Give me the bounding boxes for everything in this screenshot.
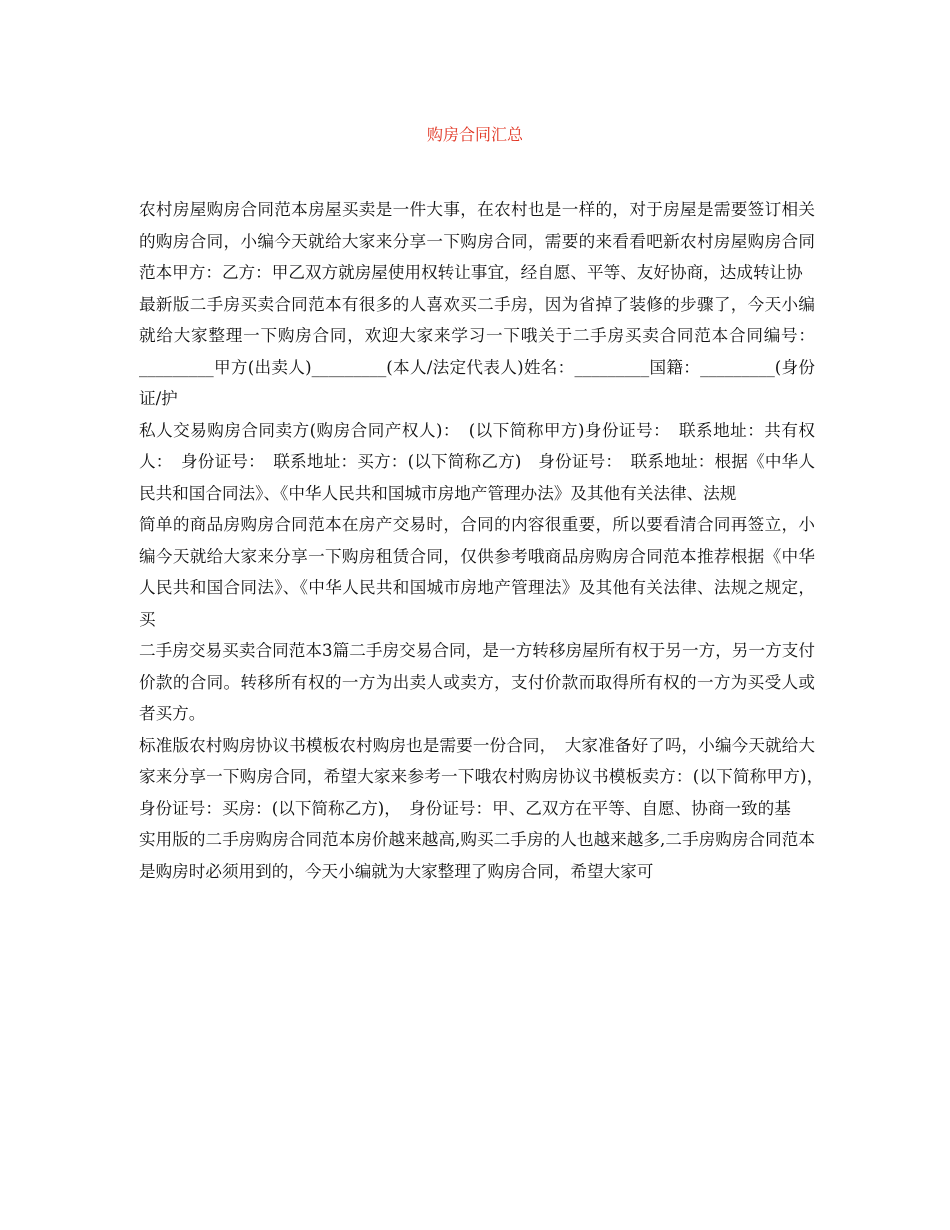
paragraph-rural-house-contract: 农村房屋购房合同范本房屋买卖是一件大事，在农村也是一样的，对于房屋是需要签订相关的购房合同，小编今天就给大家来分享一下购房合同，需要的来看看吧新农村房屋购房合同范本甲方：乙方：甲乙双方就房屋使用权转让事宜，经自愿、平等、友好协商，达成转让协 — [139, 200, 815, 282]
document-body — [139, 194, 832, 887]
paragraph-commercial-house: 简单的商品房购房合同范本在房产交易时，合同的内容很重要，所以要看清合同再签立，小编今天就给大家来分享一下购房租赁合同，仅供参考哦商品房购房合同范本推荐根据《中华人民共和国合同法》、《中华人民共和国城市房地产管理法》及其他有关法律、法规之规定，买 — [139, 515, 815, 629]
paragraph-practical-contract: 实用版的二手房购房合同范本房价越来越高,购买二手房的人也越来越多,二手房购房合同范本是购房时必须用到的，今天小编就为大家整理了购房合同，希望大家可 — [139, 830, 816, 881]
paragraph-private-transaction: 私人交易购房合同卖方(购房合同产权人)： (以下简称甲方)身份证号： 联系地址：共有权人： 身份证号： 联系地址：买方：(以下简称乙方) 身份证号： 联系地址：根据《中华人民共和国合同法》、《中华人民共和国城市房地产管理办法》及其他有关法律、法规 — [139, 420, 815, 503]
paragraph-second-hand-trade: 二手房交易买卖合同范本3篇二手房交易合同，是一方转移房屋所有权于另一方，另一方支付价款的合同。转移所有权的一方为出卖人或卖方，支付价款而取得所有权的一方为买受人或者买方。 — [139, 641, 815, 723]
document-title: 购房合同汇总 — [426, 125, 523, 144]
paragraph-rural-agreement: 标准版农村购房协议书模板农村购房也是需要一份合同， 大家准备好了吗，小编今天就给大家来分享一下购房合同，希望大家来参考一下哦农村购房协议书模板卖方：(以下简称甲方)， 身份证号：买房：(以下简称乙方)， 身份证号：甲、乙双方在平等、自愿、协商一致的基 — [139, 735, 832, 818]
paragraph-second-hand-contract: 最新版二手房买卖合同范本有很多的人喜欢买二手房，因为省掉了装修的步骤了，今天小编就给大家整理一下购房合同，欢迎大家来学习一下哦关于二手房买卖合同范本合同编号：_________甲方(出卖人)_________(本人/法定代表人)姓名：_________国籍：_________(身份证/护 — [139, 294, 815, 408]
